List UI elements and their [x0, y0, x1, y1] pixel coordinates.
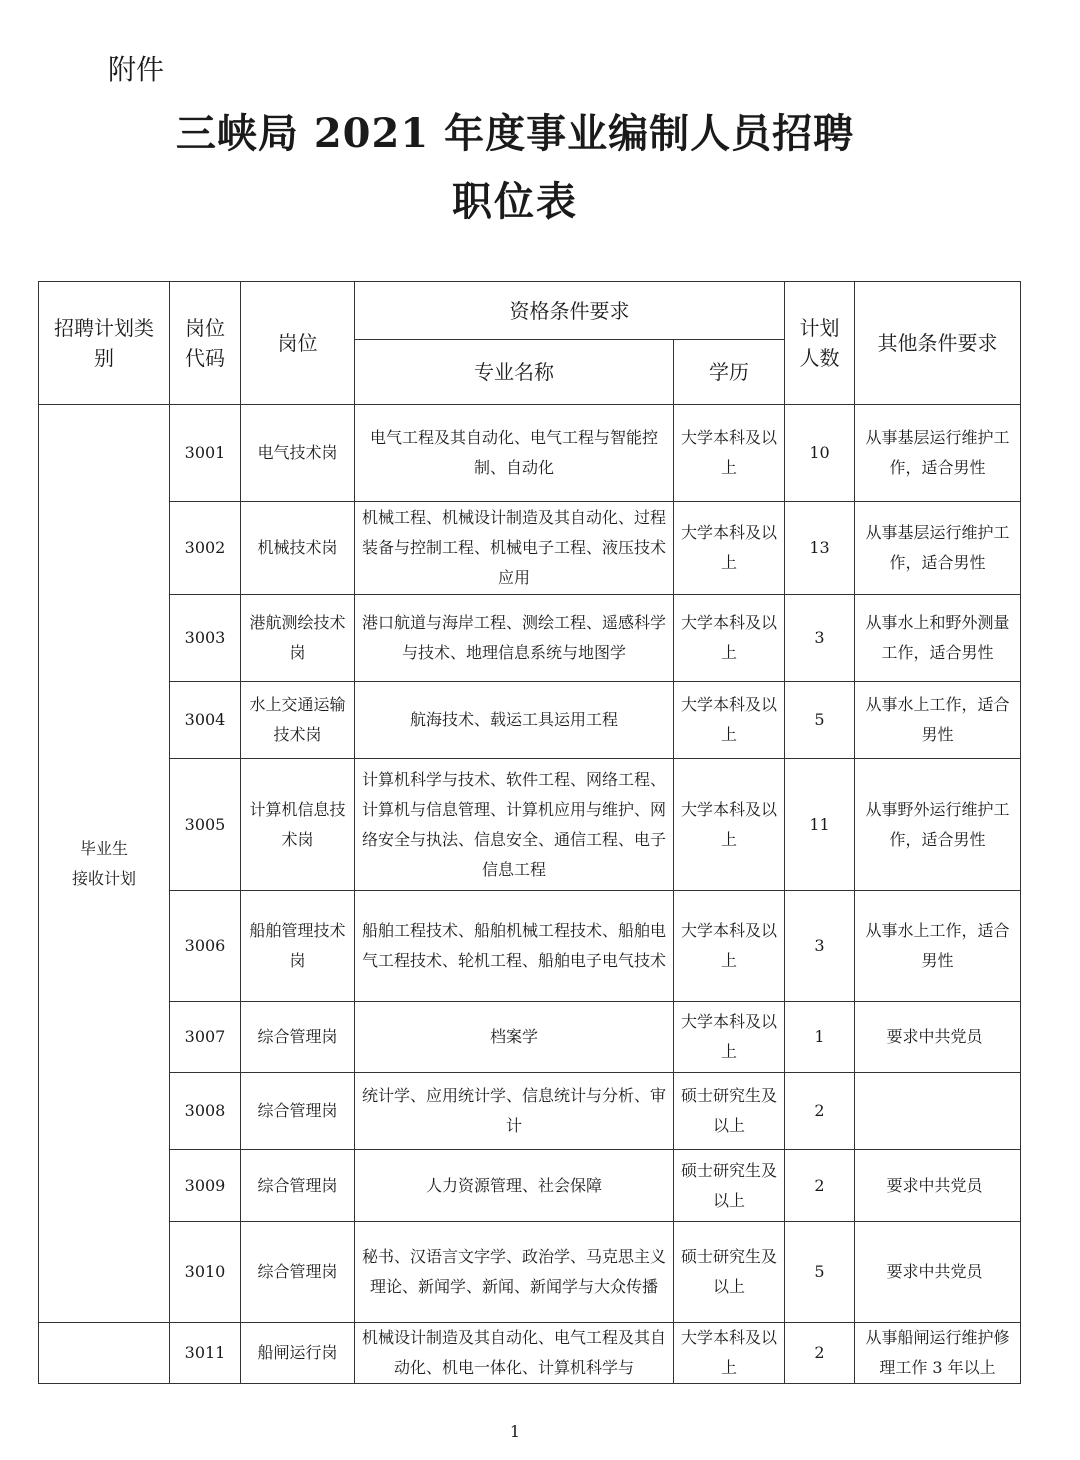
header-other: 其他条件要求: [855, 282, 1021, 405]
code-cell: 3009: [170, 1150, 241, 1222]
education-cell: 大学本科及以上: [674, 1323, 785, 1384]
count-cell: 13: [785, 502, 855, 595]
category-cell: [39, 1323, 170, 1384]
header-category: 招聘计划类别: [39, 282, 170, 405]
count-cell: 10: [785, 405, 855, 502]
code-cell: 3002: [170, 502, 241, 595]
recruitment-table: [38, 281, 1021, 1384]
position-cell: 综合管理岗: [241, 1073, 355, 1150]
attachment-label: 附件: [108, 53, 165, 86]
other-cell: 从事水上工作，适合男性: [855, 891, 1021, 1002]
header-qualification: 资格条件要求: [355, 282, 785, 340]
page-number: 1: [509, 1422, 521, 1441]
education-cell: 硕士研究生及以上: [674, 1150, 785, 1222]
table-row: [39, 502, 1021, 595]
position-cell: 港航测绘技术岗: [241, 595, 355, 682]
other-cell: 从事野外运行维护工作，适合男性: [855, 759, 1021, 891]
table-row: [39, 759, 1021, 891]
position-cell: 计算机信息技术岗: [241, 759, 355, 891]
other-cell: [855, 1073, 1021, 1150]
count-cell: 11: [785, 759, 855, 891]
table-row: [39, 1150, 1021, 1222]
education-cell: 大学本科及以上: [674, 595, 785, 682]
major-cell: 机械设计制造及其自动化、电气工程及其自动化、机电一体化、计算机科学与: [355, 1323, 674, 1384]
code-cell: 3006: [170, 891, 241, 1002]
major-cell: 计算机科学与技术、软件工程、网络工程、计算机与信息管理、计算机应用与维护、网络安全与执法、信息安全、通信工程、电子信息工程: [355, 759, 674, 891]
position-cell: 船舶管理技术岗: [241, 891, 355, 1002]
category-line: 接收计划: [71, 868, 136, 888]
count-cell: 5: [785, 682, 855, 759]
header-education: 学历: [674, 340, 785, 405]
major-cell: 档案学: [355, 1002, 674, 1073]
document-title: 三峡局 2021 年度事业编制人员招聘: [175, 110, 855, 157]
other-cell: 从事水上工作，适合男性: [855, 682, 1021, 759]
table-row: [39, 595, 1021, 682]
code-cell: 3010: [170, 1222, 241, 1323]
major-cell: 电气工程及其自动化、电气工程与智能控制、自动化: [355, 405, 674, 502]
code-cell: 3007: [170, 1002, 241, 1073]
education-cell: 大学本科及以上: [674, 405, 785, 502]
header-planned: 计划人数: [785, 282, 855, 405]
code-cell: 3011: [170, 1323, 241, 1384]
category-line: 毕业生: [79, 838, 128, 858]
count-cell: 1: [785, 1002, 855, 1073]
code-cell: 3005: [170, 759, 241, 891]
other-cell: 从事船闸运行维护修理工作 3 年以上: [855, 1323, 1021, 1384]
table-row: [39, 1323, 1021, 1384]
education-cell: 大学本科及以上: [674, 1002, 785, 1073]
code-cell: 3008: [170, 1073, 241, 1150]
count-cell: 3: [785, 595, 855, 682]
position-cell: 船闸运行岗: [241, 1323, 355, 1384]
header-code: 岗位代码: [170, 282, 241, 405]
header-position: 岗位: [241, 282, 355, 405]
position-cell: 综合管理岗: [241, 1150, 355, 1222]
education-cell: 大学本科及以上: [674, 891, 785, 1002]
code-cell: 3003: [170, 595, 241, 682]
table-row: [39, 1222, 1021, 1323]
position-cell: 水上交通运输技术岗: [241, 682, 355, 759]
code-cell: 3001: [170, 405, 241, 502]
table-row: [39, 682, 1021, 759]
education-cell: 大学本科及以上: [674, 759, 785, 891]
major-cell: 统计学、应用统计学、信息统计与分析、审计: [355, 1073, 674, 1150]
position-cell: 机械技术岗: [241, 502, 355, 595]
category-cell: [39, 405, 170, 1323]
position-cell: 综合管理岗: [241, 1002, 355, 1073]
table-row: [39, 405, 1021, 502]
other-cell: 要求中共党员: [855, 1150, 1021, 1222]
header-major: 专业名称: [355, 340, 674, 405]
count-cell: 5: [785, 1222, 855, 1323]
education-cell: 大学本科及以上: [674, 682, 785, 759]
document-subtitle: 职位表: [452, 178, 578, 225]
major-cell: 机械工程、机械设计制造及其自动化、过程装备与控制工程、机械电子工程、液压技术应用: [355, 502, 674, 595]
other-cell: 要求中共党员: [855, 1222, 1021, 1323]
code-cell: 3004: [170, 682, 241, 759]
table-row: [39, 1073, 1021, 1150]
other-cell: 从事基层运行维护工作，适合男性: [855, 405, 1021, 502]
count-cell: 2: [785, 1150, 855, 1222]
major-cell: 秘书、汉语言文字学、政治学、马克思主义理论、新闻学、新闻、新闻学与大众传播: [355, 1222, 674, 1323]
count-cell: 2: [785, 1073, 855, 1150]
count-cell: 3: [785, 891, 855, 1002]
education-cell: 大学本科及以上: [674, 502, 785, 595]
position-cell: 电气技术岗: [241, 405, 355, 502]
count-cell: 2: [785, 1323, 855, 1384]
major-cell: 船舶工程技术、船舶机械工程技术、船舶电气工程技术、轮机工程、船舶电子电气技术: [355, 891, 674, 1002]
education-cell: 硕士研究生及以上: [674, 1222, 785, 1323]
header-row: [39, 282, 1021, 340]
other-cell: 从事水上和野外测量工作，适合男性: [855, 595, 1021, 682]
table-row: [39, 1002, 1021, 1073]
position-cell: 综合管理岗: [241, 1222, 355, 1323]
major-cell: 港口航道与海岸工程、测绘工程、遥感科学与技术、地理信息系统与地图学: [355, 595, 674, 682]
other-cell: 要求中共党员: [855, 1002, 1021, 1073]
other-cell: 从事基层运行维护工作，适合男性: [855, 502, 1021, 595]
major-cell: 航海技术、载运工具运用工程: [355, 682, 674, 759]
education-cell: 硕士研究生及以上: [674, 1073, 785, 1150]
table-row: [39, 891, 1021, 1002]
major-cell: 人力资源管理、社会保障: [355, 1150, 674, 1222]
